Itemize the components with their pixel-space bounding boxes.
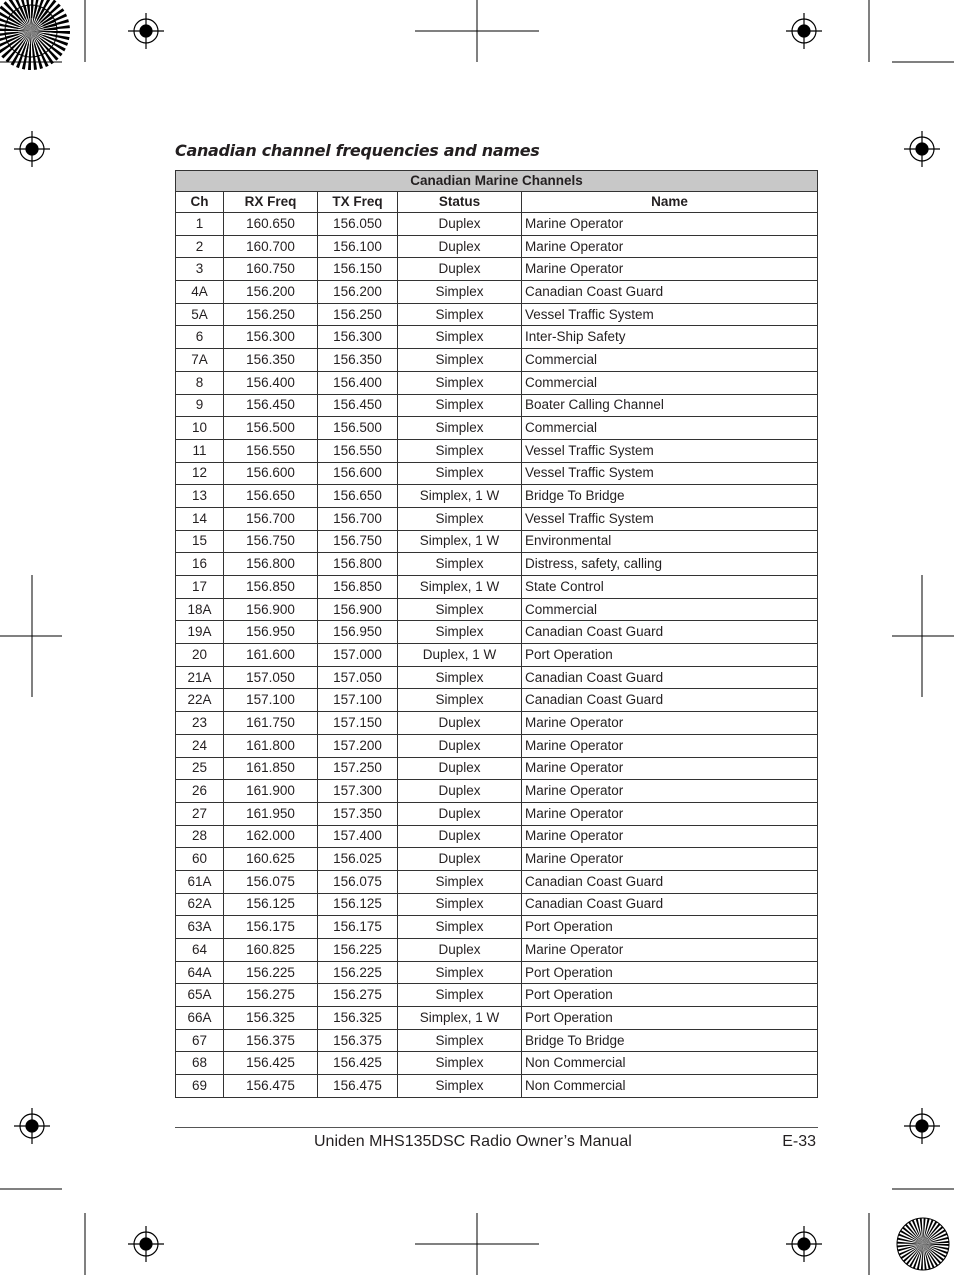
table-row (176, 303, 818, 326)
cell-status: Duplex (398, 213, 522, 236)
cell-rx-freq: 156.125 (224, 893, 318, 916)
table-row (176, 1007, 818, 1030)
table-row (176, 235, 818, 258)
cell-tx-freq: 156.225 (318, 939, 398, 962)
cell-tx-freq: 156.550 (318, 439, 398, 462)
cell-channel: 64 (176, 939, 224, 962)
cell-rx-freq: 156.900 (224, 598, 318, 621)
cell-name: Environmental (522, 530, 818, 553)
cell-status: Simplex (398, 689, 522, 712)
cell-rx-freq: 156.175 (224, 916, 318, 939)
cell-name: Commercial (522, 417, 818, 440)
cell-status: Simplex (398, 553, 522, 576)
cell-channel: 3 (176, 258, 224, 281)
cell-channel: 15 (176, 530, 224, 553)
cell-channel: 66A (176, 1007, 224, 1030)
table-row (176, 439, 818, 462)
cell-rx-freq: 156.275 (224, 984, 318, 1007)
cell-name: Non Commercial (522, 1075, 818, 1098)
cell-name: Marine Operator (522, 712, 818, 735)
cell-tx-freq: 157.350 (318, 802, 398, 825)
cell-name: Canadian Coast Guard (522, 281, 818, 304)
cell-name: Marine Operator (522, 780, 818, 803)
cell-rx-freq: 156.200 (224, 281, 318, 304)
cell-tx-freq: 156.050 (318, 213, 398, 236)
cell-channel: 4A (176, 281, 224, 304)
cell-name: Canadian Coast Guard (522, 689, 818, 712)
cell-name: Marine Operator (522, 802, 818, 825)
cell-name: Commercial (522, 371, 818, 394)
cell-tx-freq: 156.950 (318, 621, 398, 644)
cell-channel: 67 (176, 1029, 224, 1052)
cell-rx-freq: 161.850 (224, 757, 318, 780)
footer-divider (175, 1127, 818, 1128)
cell-rx-freq: 160.625 (224, 848, 318, 871)
cell-name: Marine Operator (522, 258, 818, 281)
cell-channel: 18A (176, 598, 224, 621)
cell-status: Simplex (398, 916, 522, 939)
cell-status: Duplex (398, 235, 522, 258)
table-row (176, 689, 818, 712)
cell-name: Port Operation (522, 961, 818, 984)
cell-tx-freq: 156.800 (318, 553, 398, 576)
cell-rx-freq: 156.550 (224, 439, 318, 462)
cell-rx-freq: 156.325 (224, 1007, 318, 1030)
cell-tx-freq: 156.650 (318, 485, 398, 508)
cell-channel: 62A (176, 893, 224, 916)
table-row (176, 598, 818, 621)
cell-status: Simplex (398, 326, 522, 349)
cell-status: Simplex (398, 417, 522, 440)
cell-rx-freq: 156.600 (224, 462, 318, 485)
cell-tx-freq: 156.475 (318, 1075, 398, 1098)
cell-status: Simplex (398, 303, 522, 326)
cell-rx-freq: 160.650 (224, 213, 318, 236)
cell-rx-freq: 156.475 (224, 1075, 318, 1098)
column-header-rx-freq: RX Freq (224, 192, 318, 213)
table-row (176, 893, 818, 916)
cell-channel: 6 (176, 326, 224, 349)
cell-name: Marine Operator (522, 213, 818, 236)
cell-status: Simplex (398, 349, 522, 372)
table-row (176, 802, 818, 825)
cell-channel: 65A (176, 984, 224, 1007)
cell-rx-freq: 156.850 (224, 576, 318, 599)
cell-channel: 8 (176, 371, 224, 394)
cell-channel: 69 (176, 1075, 224, 1098)
cell-channel: 16 (176, 553, 224, 576)
cell-tx-freq: 157.050 (318, 666, 398, 689)
table-row (176, 258, 818, 281)
cell-status: Simplex, 1 W (398, 485, 522, 508)
cell-channel: 13 (176, 485, 224, 508)
table-row (176, 848, 818, 871)
table-row (176, 349, 818, 372)
cell-rx-freq: 156.650 (224, 485, 318, 508)
cell-status: Simplex (398, 870, 522, 893)
cell-status: Duplex (398, 780, 522, 803)
cell-status: Simplex (398, 1052, 522, 1075)
cell-status: Simplex (398, 893, 522, 916)
column-header-tx-freq: TX Freq (318, 192, 398, 213)
cell-rx-freq: 156.300 (224, 326, 318, 349)
cell-status: Duplex (398, 825, 522, 848)
cell-name: Marine Operator (522, 235, 818, 258)
cell-name: Canadian Coast Guard (522, 893, 818, 916)
cell-tx-freq: 156.750 (318, 530, 398, 553)
table-row (176, 1052, 818, 1075)
table-row (176, 984, 818, 1007)
cell-status: Duplex, 1 W (398, 644, 522, 667)
cell-name: Port Operation (522, 984, 818, 1007)
footer-manual-title: Uniden MHS135DSC Radio Owner’s Manual (314, 1133, 632, 1150)
table-row (176, 939, 818, 962)
table-row (176, 780, 818, 803)
canadian-channel-table (175, 170, 818, 1098)
table-row (176, 621, 818, 644)
cell-status: Duplex (398, 848, 522, 871)
cell-name: Marine Operator (522, 939, 818, 962)
cell-channel: 9 (176, 394, 224, 417)
cell-channel: 68 (176, 1052, 224, 1075)
cell-channel: 63A (176, 916, 224, 939)
cell-name: Vessel Traffic System (522, 439, 818, 462)
cell-channel: 64A (176, 961, 224, 984)
column-header-status: Status (398, 192, 522, 213)
cell-rx-freq: 156.400 (224, 371, 318, 394)
cell-channel: 25 (176, 757, 224, 780)
cell-tx-freq: 156.300 (318, 326, 398, 349)
cell-rx-freq: 161.750 (224, 712, 318, 735)
table-row (176, 530, 818, 553)
cell-rx-freq: 161.800 (224, 734, 318, 757)
cell-tx-freq: 156.225 (318, 961, 398, 984)
cell-rx-freq: 156.750 (224, 530, 318, 553)
cell-status: Simplex (398, 371, 522, 394)
cell-rx-freq: 156.225 (224, 961, 318, 984)
cell-rx-freq: 156.375 (224, 1029, 318, 1052)
cell-name: Canadian Coast Guard (522, 870, 818, 893)
cell-tx-freq: 156.150 (318, 258, 398, 281)
cell-status: Duplex (398, 802, 522, 825)
cell-name: Commercial (522, 598, 818, 621)
cell-rx-freq: 156.950 (224, 621, 318, 644)
table-row (176, 485, 818, 508)
table-row (176, 666, 818, 689)
cell-name: Marine Operator (522, 757, 818, 780)
table-row (176, 712, 818, 735)
cell-name: Port Operation (522, 644, 818, 667)
cell-name: Port Operation (522, 1007, 818, 1030)
table-row (176, 281, 818, 304)
cell-rx-freq: 156.700 (224, 507, 318, 530)
cell-status: Simplex, 1 W (398, 1007, 522, 1030)
cell-rx-freq: 156.350 (224, 349, 318, 372)
cell-name: Marine Operator (522, 734, 818, 757)
cell-status: Simplex (398, 394, 522, 417)
cell-status: Simplex (398, 462, 522, 485)
cell-tx-freq: 156.275 (318, 984, 398, 1007)
cell-rx-freq: 156.450 (224, 394, 318, 417)
table-row (176, 644, 818, 667)
table-row (176, 734, 818, 757)
cell-status: Simplex (398, 961, 522, 984)
cell-channel: 17 (176, 576, 224, 599)
cell-name: Commercial (522, 349, 818, 372)
table-header-row (176, 192, 818, 213)
cell-tx-freq: 156.425 (318, 1052, 398, 1075)
cell-tx-freq: 156.375 (318, 1029, 398, 1052)
cell-status: Duplex (398, 258, 522, 281)
table-row (176, 394, 818, 417)
cell-name: Bridge To Bridge (522, 485, 818, 508)
cell-status: Simplex, 1 W (398, 530, 522, 553)
cell-status: Simplex (398, 281, 522, 304)
cell-channel: 10 (176, 417, 224, 440)
cell-channel: 21A (176, 666, 224, 689)
cell-tx-freq: 157.200 (318, 734, 398, 757)
cell-channel: 27 (176, 802, 224, 825)
cell-tx-freq: 156.400 (318, 371, 398, 394)
table-row (176, 371, 818, 394)
cell-rx-freq: 156.250 (224, 303, 318, 326)
cell-rx-freq: 160.700 (224, 235, 318, 258)
cell-name: Canadian Coast Guard (522, 666, 818, 689)
cell-rx-freq: 156.425 (224, 1052, 318, 1075)
cell-name: Marine Operator (522, 848, 818, 871)
table-row (176, 462, 818, 485)
cell-tx-freq: 156.325 (318, 1007, 398, 1030)
cell-tx-freq: 156.850 (318, 576, 398, 599)
cell-tx-freq: 156.250 (318, 303, 398, 326)
cell-status: Simplex (398, 666, 522, 689)
cell-channel: 7A (176, 349, 224, 372)
column-header-ch: Ch (176, 192, 224, 213)
cell-tx-freq: 156.450 (318, 394, 398, 417)
table-row (176, 507, 818, 530)
cell-name: State Control (522, 576, 818, 599)
table-title: Canadian Marine Channels (176, 171, 818, 192)
table-row (176, 961, 818, 984)
table-row (176, 553, 818, 576)
cell-channel: 26 (176, 780, 224, 803)
table-row (176, 757, 818, 780)
cell-tx-freq: 156.175 (318, 916, 398, 939)
cell-status: Duplex (398, 712, 522, 735)
cell-tx-freq: 156.350 (318, 349, 398, 372)
cell-name: Vessel Traffic System (522, 462, 818, 485)
cell-channel: 11 (176, 439, 224, 462)
cell-tx-freq: 157.000 (318, 644, 398, 667)
cell-tx-freq: 156.700 (318, 507, 398, 530)
cell-status: Duplex (398, 757, 522, 780)
cell-tx-freq: 156.025 (318, 848, 398, 871)
table-row (176, 1029, 818, 1052)
cell-channel: 20 (176, 644, 224, 667)
cell-tx-freq: 156.075 (318, 870, 398, 893)
cell-tx-freq: 157.250 (318, 757, 398, 780)
section-heading: Canadian channel frequencies and names (175, 141, 540, 160)
cell-rx-freq: 161.900 (224, 780, 318, 803)
cell-tx-freq: 156.125 (318, 893, 398, 916)
cell-rx-freq: 162.000 (224, 825, 318, 848)
table-row (176, 417, 818, 440)
page-number: E-33 (782, 1133, 816, 1150)
cell-rx-freq: 160.750 (224, 258, 318, 281)
cell-name: Canadian Coast Guard (522, 621, 818, 644)
cell-status: Simplex (398, 1075, 522, 1098)
cell-rx-freq: 157.050 (224, 666, 318, 689)
cell-tx-freq: 156.900 (318, 598, 398, 621)
cell-tx-freq: 156.100 (318, 235, 398, 258)
cell-channel: 2 (176, 235, 224, 258)
cell-rx-freq: 156.800 (224, 553, 318, 576)
cell-name: Inter-Ship Safety (522, 326, 818, 349)
cell-channel: 28 (176, 825, 224, 848)
cell-rx-freq: 156.500 (224, 417, 318, 440)
cell-name: Marine Operator (522, 825, 818, 848)
cell-name: Distress, safety, calling (522, 553, 818, 576)
cell-rx-freq: 161.600 (224, 644, 318, 667)
cell-rx-freq: 161.950 (224, 802, 318, 825)
cell-channel: 60 (176, 848, 224, 871)
table-row (176, 1075, 818, 1098)
cell-rx-freq: 156.075 (224, 870, 318, 893)
cell-tx-freq: 157.150 (318, 712, 398, 735)
cell-channel: 22A (176, 689, 224, 712)
cell-tx-freq: 156.500 (318, 417, 398, 440)
table-row (176, 870, 818, 893)
cell-rx-freq: 160.825 (224, 939, 318, 962)
cell-status: Simplex (398, 439, 522, 462)
cell-name: Boater Calling Channel (522, 394, 818, 417)
table-row (176, 326, 818, 349)
cell-status: Simplex (398, 621, 522, 644)
cell-channel: 12 (176, 462, 224, 485)
cell-tx-freq: 156.200 (318, 281, 398, 304)
cell-status: Simplex (398, 507, 522, 530)
cell-name: Non Commercial (522, 1052, 818, 1075)
table-row (176, 213, 818, 236)
cell-status: Simplex, 1 W (398, 576, 522, 599)
cell-tx-freq: 157.100 (318, 689, 398, 712)
table-row (176, 576, 818, 599)
cell-rx-freq: 157.100 (224, 689, 318, 712)
cell-channel: 23 (176, 712, 224, 735)
table-row (176, 825, 818, 848)
cell-channel: 19A (176, 621, 224, 644)
cell-tx-freq: 157.400 (318, 825, 398, 848)
cell-name: Bridge To Bridge (522, 1029, 818, 1052)
cell-channel: 61A (176, 870, 224, 893)
cell-channel: 24 (176, 734, 224, 757)
cell-channel: 1 (176, 213, 224, 236)
cell-status: Duplex (398, 939, 522, 962)
cell-name: Vessel Traffic System (522, 507, 818, 530)
cell-tx-freq: 156.600 (318, 462, 398, 485)
cell-channel: 14 (176, 507, 224, 530)
cell-status: Duplex (398, 734, 522, 757)
cell-status: Simplex (398, 984, 522, 1007)
cell-channel: 5A (176, 303, 224, 326)
column-header-name: Name (522, 192, 818, 213)
cell-status: Simplex (398, 1029, 522, 1052)
cell-tx-freq: 157.300 (318, 780, 398, 803)
cell-name: Port Operation (522, 916, 818, 939)
cell-status: Simplex (398, 598, 522, 621)
cell-name: Vessel Traffic System (522, 303, 818, 326)
table-row (176, 916, 818, 939)
